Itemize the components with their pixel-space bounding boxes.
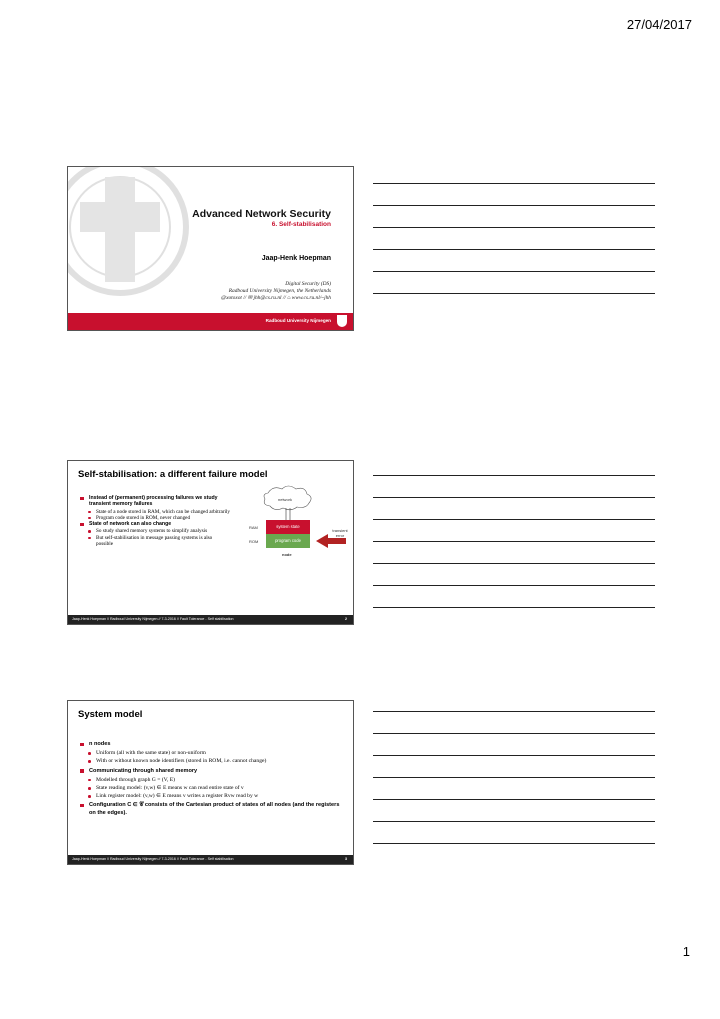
- notes-lines: [373, 183, 655, 315]
- slide-title: [67, 166, 354, 331]
- affiliation-line: @xotoxot // ✉ jhh@cs.ru.nl // ⌂ www.cs.ru.nl/~jhh: [221, 295, 331, 301]
- sub-bullet: With or without known node identifiers (stored in ROM, i.e. cannot change): [80, 758, 342, 765]
- ram-label: RAM: [249, 525, 258, 530]
- affiliation-line: Digital Security (DS): [285, 281, 331, 287]
- bullet: Configuration C ∈ 𝒞 consists of the Cartesian product of states of all nodes (and the registers on the edges).: [80, 802, 342, 816]
- network-label: network: [278, 497, 293, 502]
- sub-bullet: Link register model: (v,w) ∈ E means v writes a register Rvw read by w: [80, 793, 342, 800]
- slide-failure-model: [67, 460, 354, 625]
- node-diagram: [228, 481, 353, 596]
- sub-bullet: Program code stored in ROM, never changed: [80, 515, 230, 521]
- slide-number: 3: [345, 857, 347, 861]
- crest-icon: [337, 315, 347, 327]
- author-name: Jaap-Henk Hoepman: [261, 255, 331, 262]
- presentation-title: Advanced Network Security: [192, 208, 331, 220]
- footer-text: Jaap-Henk Hoepman // Radboud University Nijmegen // 7-3-2016 // Fault Tolerance - Self stabilisation: [72, 857, 234, 861]
- notes-lines: [373, 475, 655, 629]
- slide-title: Self-stabilisation: a different failure model: [78, 469, 268, 480]
- sub-bullet: So study shared memory systems to simplify analysis: [80, 528, 230, 534]
- university-name: Radboud University Nijmegen: [265, 318, 331, 323]
- notes-lines: [373, 711, 655, 865]
- university-bar: [68, 313, 353, 330]
- presentation-subtitle: 6. Self-stabilisation: [271, 221, 331, 228]
- rom-label: ROM: [249, 539, 259, 544]
- affiliation-line: Radboud University Nijmegen, the Netherlands: [228, 288, 331, 294]
- sub-bullet: State reading model: (v,w) ∈ E means w can read entire state of v: [80, 785, 342, 792]
- slide-number: 2: [345, 617, 347, 621]
- bullet: State of network can also change: [80, 521, 230, 527]
- bullet: Instead of (permanent) processing failures we study transient memory failures: [80, 495, 230, 508]
- sub-bullet: State of a node stored in RAM, which can be changed arbitrarily: [80, 509, 230, 515]
- system-state-label: system state: [276, 524, 300, 529]
- slide-body: [80, 739, 342, 819]
- bullet: n nodes: [80, 741, 342, 748]
- slide-footer: [68, 615, 353, 624]
- slide-title: System model: [78, 709, 143, 720]
- footer-text: Jaap-Henk Hoepman // Radboud University Nijmegen // 7-3-2016 // Fault Tolerance - Self stabilisation: [72, 617, 234, 621]
- bullet: Communicating through shared memory: [80, 768, 342, 775]
- affiliation: [221, 281, 331, 302]
- slide-footer: [68, 855, 353, 864]
- university-seal-watermark: [67, 166, 190, 307]
- slide-body: [80, 495, 230, 547]
- page-date: 27/04/2017: [626, 17, 692, 32]
- sub-bullet: Uniform (all with the same state) or non-uniform: [80, 750, 342, 757]
- page-number: 1: [682, 944, 690, 959]
- transient-error-label: transient error: [332, 528, 348, 538]
- slide-system-model: [67, 700, 354, 865]
- sub-bullet: But self-stabilisation in message passing systems is also possible: [80, 535, 230, 548]
- program-code-label: program code: [275, 538, 301, 543]
- node-label: node: [282, 552, 292, 557]
- sub-bullet: Modelled through graph G = (V, E): [80, 777, 342, 784]
